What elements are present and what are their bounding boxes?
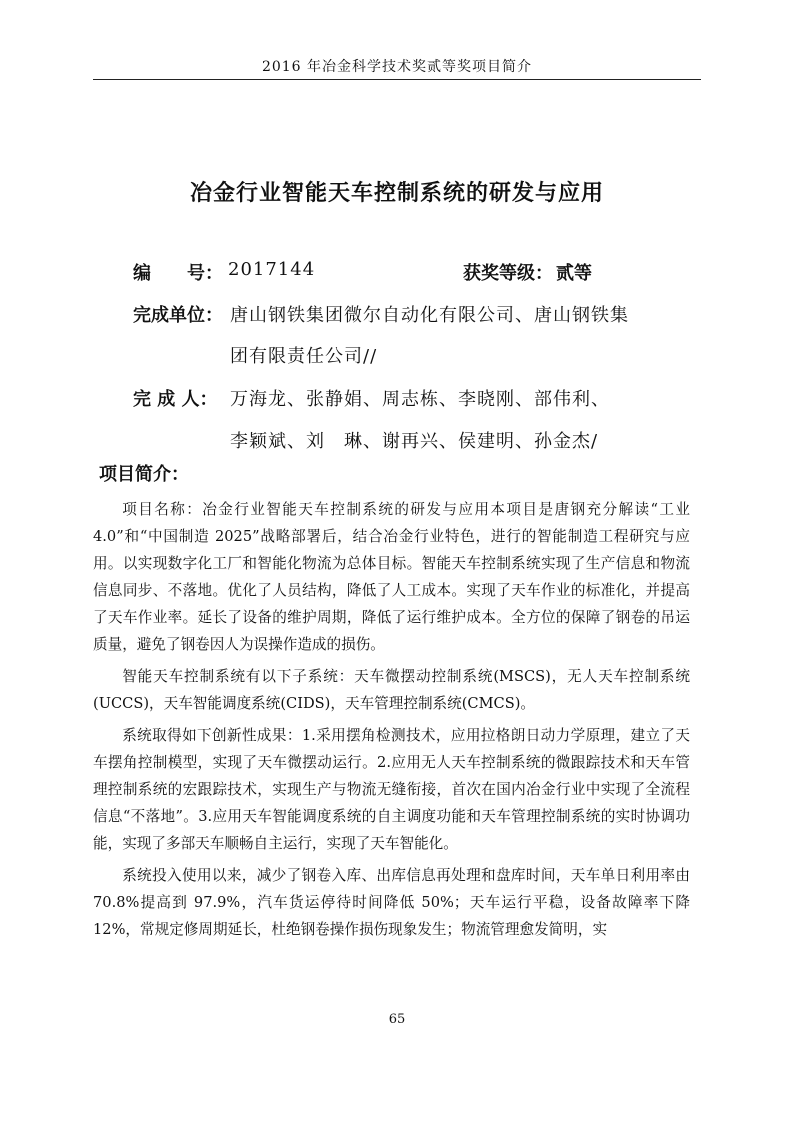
page-header: 2016 年冶金科学技术奖贰等奖项目简介 — [261, 59, 533, 75]
number-value: 2017144 — [228, 259, 316, 280]
award-value: 贰等 — [556, 263, 592, 284]
number-label: 编 号： — [133, 263, 223, 284]
section-title: 项目简介： — [99, 464, 189, 485]
paragraph-1: 项目名称：冶金行业智能天车控制系统的研发与应用本项目是唐钢充分解读“工业 4.0”和“中国制造 2025”战略部署后，结合冶金行业特色，进行的智能制造工程研究与应用。以实现数字化工厂和智能化物流为总体目标。智能天车控制系统实现了生产信息和物流信息同步、不落地。优化了人员结构，降低了人工成本。实现了天车作业的标准化，并提高了天车作业率。延长了设备的维护周期，降低了运行维护成本。全方位的保障了钢卷的吊运质量，避免了钢卷因人为误操作造成的损伤。 — [93, 501, 690, 653]
unit-line-1: 唐山钢铁集团微尔自动化有限公司、唐山钢铁集 — [230, 305, 629, 326]
unit-line-2: 团有限责任公司// — [230, 346, 378, 367]
page-title: 冶金行业智能天车控制系统的研发与应用 — [189, 181, 604, 206]
page-number: 65 — [388, 1012, 406, 1027]
unit-label: 完成单位： — [133, 305, 223, 326]
award-label: 获奖等级： — [463, 263, 553, 284]
paragraph-4: 系统投入使用以来，减少了钢卷入库、出库信息再处理和盘库时间，天车单日利用率由 70.8%提高到 97.9%，汽车货运停待时间降低 50%；天车运行平稳，设备故障率下降 12%，常规定修周期延长，杜绝钢卷操作损伤现象发生；物流管理愈发简明，实 — [93, 867, 690, 938]
paragraph-2: 智能天车控制系统有以下子系统：天车微摆动控制系统(MSCS)，无人天车控制系统(UCCS)，天车智能调度系统(CIDS)，天车管理控制系统(CMCS)。 — [93, 668, 690, 712]
people-label: 完 成 人： — [133, 389, 218, 410]
people-line-1: 万海龙、张静娟、周志栋、李晓刚、部伟利、 — [230, 389, 610, 410]
body-text — [93, 496, 690, 948]
header-rule — [93, 79, 701, 80]
paragraph-3: 系统取得如下创新性成果：1.采用摆角检测技术，应用拉格朗日动力学原理，建立了天车摆角控制模型，实现了天车微摆动运行。2.应用无人天车控制系统的微跟踪技术和天车管理控制系统的宏跟踪技术，实现生产与物流无缝衔接，首次在国内冶金行业中实现了全流程信息“不落地”。3.应用天车智能调度系统的自主调度功能和天车管理控制系统的实时协调功能，实现了多部天车顺畅自主运行，实现了天车智能化。 — [93, 727, 690, 852]
people-line-2: 李颖斌、刘 琳、谢再兴、侯建明、孙金杰/ — [230, 431, 599, 452]
